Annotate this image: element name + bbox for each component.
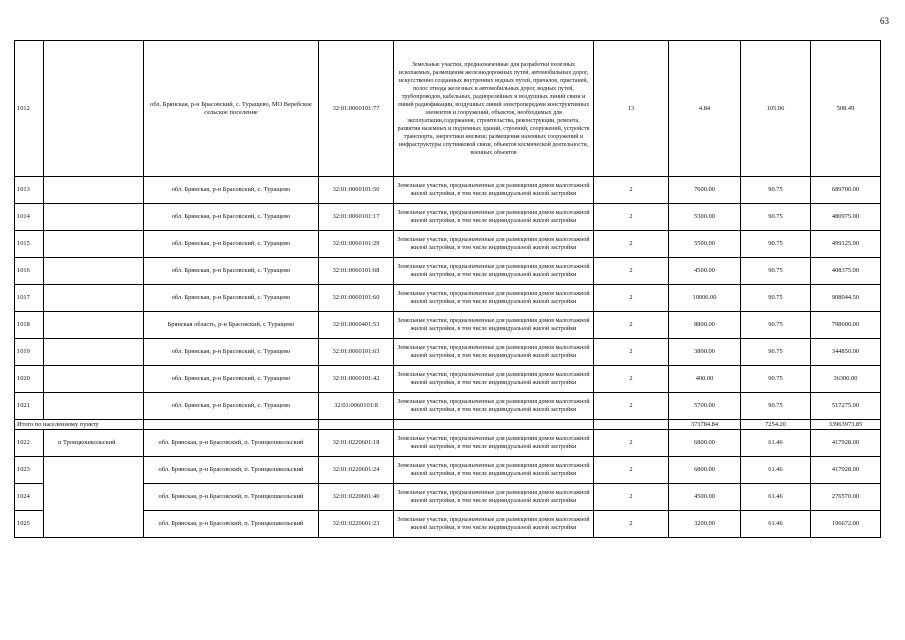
- category-cell: 2: [594, 204, 669, 231]
- cadastral-value-cell: 798600.00: [811, 312, 881, 339]
- unit-value-cell: 90.75: [741, 204, 811, 231]
- land-use-cell: Земельные участки, предназначенные для разработки полезных ископаемых, размещения железнодорожных путей, автомобильных дорог, искусственно созданных внутренних водных путей, причалов, пристаней, полос отвода железных и автомобильных дорог, водных путей, трубопроводов, кабельных, радиорелейных и воздушных линий связи и линий радиофикации, воздушных линий электропередачи конструктивных элементов и сооружений, объектов, необходимых для эксплуатации,содержания, строительства, реконструкции, ремонта, развития наземных и подземных зданий, строений, сооружений, устройств транспорта, энергетики инсвязи; размещения наземных сооружений и инфраструктуры спутниковой связи, объектов космической деятельности, военных объектов: [394, 41, 594, 177]
- cadastral-value-cell: 480975.00: [811, 204, 881, 231]
- land-use-cell: Земельные участки, предназначенные для размещения домов малоэтажной жилой застройки, в том числе индивидуальной жилой застройки: [394, 312, 594, 339]
- page-number: 63: [880, 16, 889, 26]
- row-number: 1017: [15, 285, 44, 312]
- empty-cell: [319, 420, 394, 430]
- settlement-cell: [44, 339, 144, 366]
- row-number: 1016: [15, 258, 44, 285]
- cadastral-number-cell: 32:01:0060101:63: [319, 339, 394, 366]
- row-number: 1021: [15, 393, 44, 420]
- cadastral-number-cell: 32:01:0220601:40: [319, 484, 394, 511]
- row-number: 1024: [15, 484, 44, 511]
- cadastral-number-cell: 32:01:0060101:77: [319, 41, 394, 177]
- row-number: 1013: [15, 177, 44, 204]
- cadastral-value-cell: 408375.00: [811, 258, 881, 285]
- category-cell: 2: [594, 457, 669, 484]
- location-cell: обл. Брянская, р-н Брасовский, с. Туращево: [144, 285, 319, 312]
- row-number: 1015: [15, 231, 44, 258]
- location-cell: обл. Брянская, р-н Брасовский, с. Туращево: [144, 177, 319, 204]
- cadastral-number-cell: 32:01:0060401:53: [319, 312, 394, 339]
- row-number: 1022: [15, 430, 44, 457]
- row-number: 1023: [15, 457, 44, 484]
- category-cell: 2: [594, 285, 669, 312]
- area-cell: 5500.00: [669, 231, 741, 258]
- unit-value-cell: 90.75: [741, 393, 811, 420]
- category-cell: 2: [594, 258, 669, 285]
- row-number: 1018: [15, 312, 44, 339]
- table-row: [15, 312, 881, 339]
- total-area: 373784.84: [669, 420, 741, 430]
- table-row: [15, 339, 881, 366]
- category-cell: 2: [594, 393, 669, 420]
- cadastral-number-cell: 32:01:0220601:18: [319, 430, 394, 457]
- cadastral-value-cell: 689700.00: [811, 177, 881, 204]
- row-number: 1019: [15, 339, 44, 366]
- unit-value-cell: 90.75: [741, 312, 811, 339]
- settlement-cell: [44, 312, 144, 339]
- location-cell: обл. Брянская, р-н Брасовский, п. Троицкошкольский: [144, 484, 319, 511]
- category-cell: 13: [594, 41, 669, 177]
- table-row: [15, 393, 881, 420]
- unit-value-cell: 90.75: [741, 231, 811, 258]
- category-cell: 2: [594, 231, 669, 258]
- land-use-cell: Земельные участки, предназначенные для размещения домов малоэтажной жилой застройки, в том числе индивидуальной жилой застройки: [394, 285, 594, 312]
- cadastral-value-cell: 36300.00: [811, 366, 881, 393]
- unit-value-cell: 90.75: [741, 339, 811, 366]
- area-cell: 10006.00: [669, 285, 741, 312]
- cadastral-number-cell: 32:01:0060101:42: [319, 366, 394, 393]
- row-number: 1014: [15, 204, 44, 231]
- cadastral-value-cell: 908044.50: [811, 285, 881, 312]
- row-number: 1012: [15, 41, 44, 177]
- category-cell: 2: [594, 339, 669, 366]
- area-cell: 4500.00: [669, 484, 741, 511]
- settlement-cell: [44, 366, 144, 393]
- area-cell: 4500.00: [669, 258, 741, 285]
- land-use-cell: Земельные участки, предназначенные для размещения домов малоэтажной жилой застройки, в том числе индивидуальной жилой застройки: [394, 430, 594, 457]
- location-cell: обл. Брянская, р-н Брасовский, с. Туращево: [144, 204, 319, 231]
- cadastral-value-cell: 417928.00: [811, 430, 881, 457]
- cadastral-value-cell: 499125.00: [811, 231, 881, 258]
- cadastral-value-cell: 276570.00: [811, 484, 881, 511]
- row-number: 1025: [15, 511, 44, 538]
- settlement-cell: [44, 41, 144, 177]
- settlement-cell: [44, 484, 144, 511]
- area-cell: 4.84: [669, 41, 741, 177]
- settlement-cell: [44, 231, 144, 258]
- land-use-cell: Земельные участки, предназначенные для размещения домов малоэтажной жилой застройки, в том числе индивидуальной жилой застройки: [394, 339, 594, 366]
- table-row: [15, 430, 881, 457]
- location-cell: обл. Брянская, р-н Брасовский, с. Туращево: [144, 258, 319, 285]
- unit-value-cell: 90.75: [741, 258, 811, 285]
- area-cell: 6800.00: [669, 457, 741, 484]
- unit-value-cell: 105.06: [741, 41, 811, 177]
- total-unit-value: 7254.20: [741, 420, 811, 430]
- row-number: 1020: [15, 366, 44, 393]
- cadastral-number-cell: 32:01:0060101:50: [319, 177, 394, 204]
- unit-value-cell: 61.46: [741, 457, 811, 484]
- area-cell: 5300.00: [669, 204, 741, 231]
- location-cell: обл. Брянская, р-н Брасовский, с. Туращево: [144, 339, 319, 366]
- cadastral-value-table: [14, 40, 881, 538]
- cadastral-value-cell: 196672.00: [811, 511, 881, 538]
- cadastral-number-cell: 32:01:0060101:29: [319, 231, 394, 258]
- cadastral-number-cell: 32:01:0220601:23: [319, 511, 394, 538]
- land-use-cell: Земельные участки, предназначенные для размещения домов малоэтажной жилой застройки, в том числе индивидуальной жилой застройки: [394, 204, 594, 231]
- table-row: [15, 258, 881, 285]
- location-cell: обл. Брянская, р-н Брасовский, с. Туращево: [144, 366, 319, 393]
- land-use-cell: Земельные участки, предназначенные для размещения домов малоэтажной жилой застройки, в том числе индивидуальной жилой застройки: [394, 511, 594, 538]
- settlement-cell: [44, 430, 144, 457]
- cadastral-number-cell: 32:01:0220601:24: [319, 457, 394, 484]
- area-cell: 5700.00: [669, 393, 741, 420]
- cadastral-value-cell: 508.49: [811, 41, 881, 177]
- settlement-cell: [44, 511, 144, 538]
- unit-value-cell: 61.46: [741, 484, 811, 511]
- unit-value-cell: 90.75: [741, 285, 811, 312]
- land-use-cell: Земельные участки, предназначенные для размещения домов малоэтажной жилой застройки, в том числе индивидуальной жилой застройки: [394, 484, 594, 511]
- land-use-cell: Земельные участки, предназначенные для размещения домов малоэтажной жилой застройки, в том числе индивидуальной жилой застройки: [394, 366, 594, 393]
- cadastral-value-cell: 517275.00: [811, 393, 881, 420]
- table-row: [15, 366, 881, 393]
- empty-cell: [594, 420, 669, 430]
- area-cell: 3800.00: [669, 339, 741, 366]
- category-cell: 2: [594, 511, 669, 538]
- settlement-cell: [44, 177, 144, 204]
- settlement-cell: [44, 204, 144, 231]
- unit-value-cell: 90.75: [741, 366, 811, 393]
- land-use-cell: Земельные участки, предназначенные для размещения домов малоэтажной жилой застройки, в том числе индивидуальной жилой застройки: [394, 258, 594, 285]
- settlement-name: п Троицкошкольский: [58, 439, 116, 446]
- table-row: [15, 177, 881, 204]
- location-cell: обл. Брянская, р-н Брасовский, с. Туращево, МО Веребское сельское поселение: [144, 41, 319, 177]
- settlement-cell: [44, 285, 144, 312]
- empty-cell: [144, 420, 319, 430]
- cadastral-number-cell: 32:01:0060101:8: [319, 393, 394, 420]
- area-cell: 7600.00: [669, 177, 741, 204]
- location-cell: Брянская область, р-н Брасовский, с Туращево: [144, 312, 319, 339]
- table-row: [15, 457, 881, 484]
- area-cell: 6800.00: [669, 430, 741, 457]
- settlement-cell: [44, 457, 144, 484]
- land-use-cell: Земельные участки, предназначенные для размещения домов малоэтажной жилой застройки, в том числе индивидуальной жилой застройки: [394, 231, 594, 258]
- location-cell: обл. Брянская, р-н Брасовский, п. Троицкошкольский: [144, 430, 319, 457]
- table-row: [15, 285, 881, 312]
- total-label: Итого по населенному пункту: [15, 420, 144, 430]
- land-use-cell: Земельные участки, предназначенные для размещения домов малоэтажной жилой застройки, в том числе индивидуальной жилой застройки: [394, 393, 594, 420]
- category-cell: 2: [594, 312, 669, 339]
- cadastral-value-cell: 417928.00: [811, 457, 881, 484]
- table-row: [15, 41, 881, 177]
- table-row: [15, 231, 881, 258]
- table-row: [15, 484, 881, 511]
- area-cell: 8800.00: [669, 312, 741, 339]
- land-use-cell: Земельные участки, предназначенные для размещения домов малоэтажной жилой застройки, в том числе индивидуальной жилой застройки: [394, 177, 594, 204]
- unit-value-cell: 61.46: [741, 430, 811, 457]
- category-cell: 2: [594, 177, 669, 204]
- land-use-cell: Земельные участки, предназначенные для размещения домов малоэтажной жилой застройки, в том числе индивидуальной жилой застройки: [394, 457, 594, 484]
- category-cell: 2: [594, 366, 669, 393]
- settlement-cell: [44, 393, 144, 420]
- area-cell: 400.00: [669, 366, 741, 393]
- location-cell: обл. Брянская, р-н Брасовский, с. Туращево: [144, 393, 319, 420]
- cadastral-number-cell: 32:01:0060101:68: [319, 258, 394, 285]
- settlement-total-row: [15, 420, 881, 430]
- unit-value-cell: 90.75: [741, 177, 811, 204]
- cadastral-number-cell: 32:01:0060101:17: [319, 204, 394, 231]
- location-cell: обл. Брянская, р-н Брасовский, п. Троицкошкольский: [144, 511, 319, 538]
- category-cell: 2: [594, 484, 669, 511]
- category-cell: 2: [594, 430, 669, 457]
- table-row: [15, 204, 881, 231]
- area-cell: 3200.00: [669, 511, 741, 538]
- table-row: [15, 511, 881, 538]
- unit-value-cell: 61.46: [741, 511, 811, 538]
- settlement-cell: [44, 258, 144, 285]
- cadastral-value-cell: 344850.00: [811, 339, 881, 366]
- location-cell: обл. Брянская, р-н Брасовский, с. Туращево: [144, 231, 319, 258]
- cadastral-number-cell: 32:01:0060101:60: [319, 285, 394, 312]
- location-cell: обл. Брянская, р-н Брасовский, п. Троицкошкольский: [144, 457, 319, 484]
- empty-cell: [394, 420, 594, 430]
- total-cadastral-value: 33963973.85: [811, 420, 881, 430]
